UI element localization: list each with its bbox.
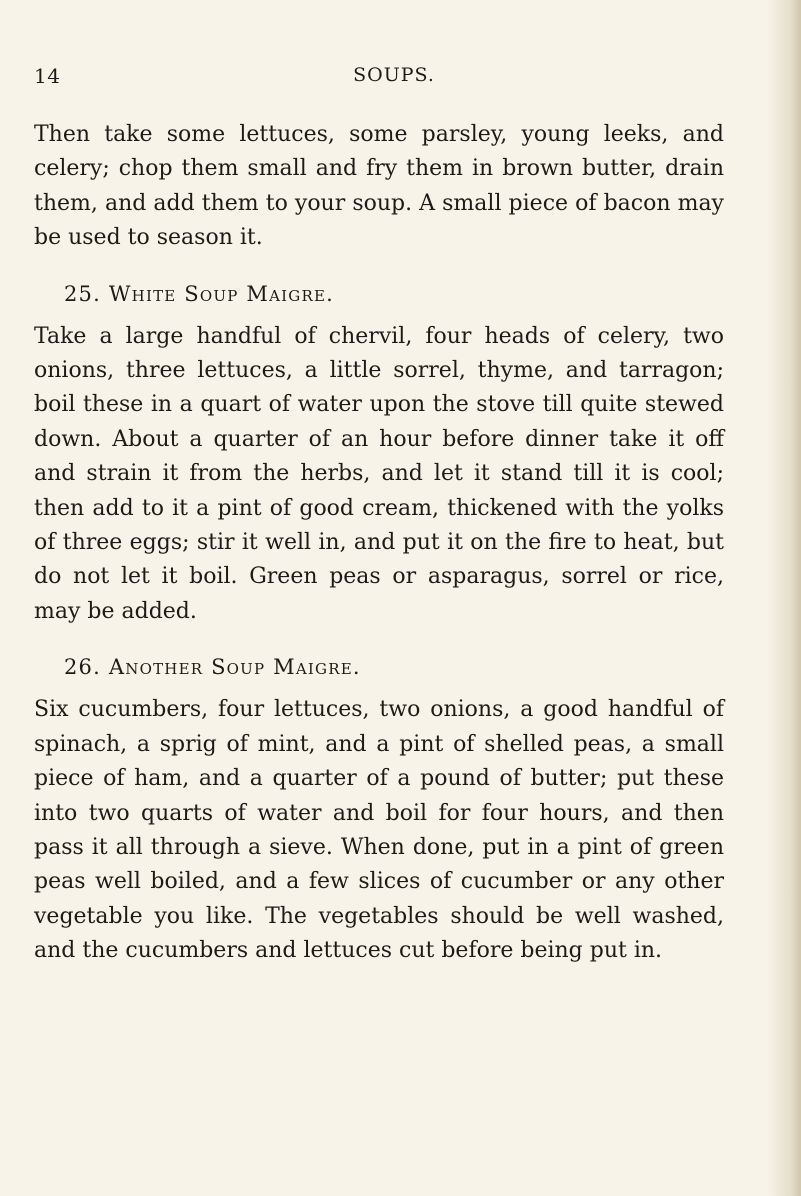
recipe-body: Six cucumbers, four lettuces, two onions, a good handful of spinach, a sprig of mint, and a pint of shelled peas, a small piece of ham, and a quarter of a pound of butter; put these into two quarts of water and boil for four hours, and then pass it all through a sieve. When done, put in a pint of green peas well boiled, and a few slices of cucumber or any other vegetable you like. The vegetables should be well washed, and the cucumbers and lettuces cut before being put in.: [34, 697, 724, 964]
recipe-heading: [34, 278, 724, 310]
page-content: [34, 118, 724, 991]
page-edge-shadow: [767, 0, 801, 1196]
recipe-number: 25.: [64, 281, 101, 306]
running-head: SOUPS.: [353, 64, 435, 86]
recipe-body: Take a large handful of chervil, four heads of celery, two onions, three lettuces, a little sorrel, thyme, and tarragon; boil these in a quart of water upon the stove till quite stewed down. About a quarter of an hour before dinner take it off and strain it from the herbs, and let it stand till it is cool; then add to it a pint of good cream, thickened with the yolks of three eggs; stir it well in, and put it on the fire to heat, but do not let it boil. Green peas or asparagus, sorrel or rice, may be added.: [34, 323, 724, 624]
recipe-heading: [34, 651, 724, 683]
continuation-paragraph: Then take some lettuces, some parsley, young leeks, and celery; chop them small and fry them in brown butter, drain them, and add them to your soup. A small piece of bacon may be used to season it.: [34, 122, 724, 251]
recipe-title: White Soup Maigre.: [108, 281, 334, 306]
page-header: [34, 64, 714, 94]
page-number: 14: [34, 64, 61, 88]
recipe-number: 26.: [64, 655, 101, 680]
recipe-title: Another Soup Maigre.: [108, 655, 361, 680]
